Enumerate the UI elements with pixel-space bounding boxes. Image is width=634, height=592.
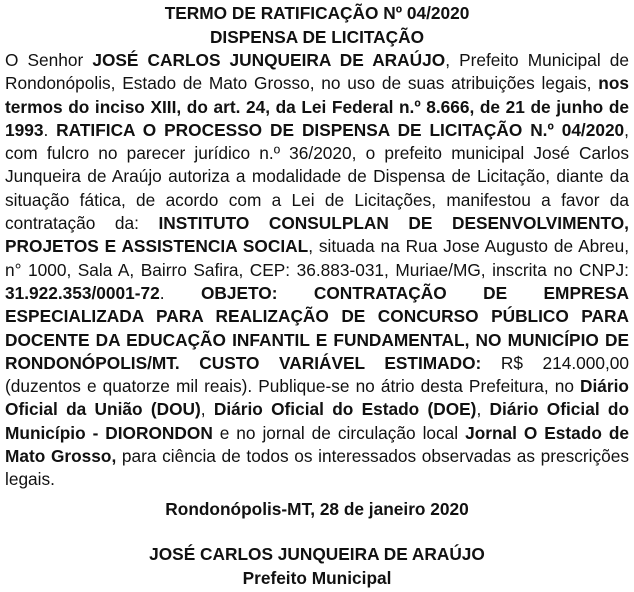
publication-dou: Diário Oficial da União (DOU) bbox=[5, 376, 629, 420]
legal-basis: nos termos do inciso XIII, do art. 24, da Lei Federal n.º 8.666, de 21 de junho de 1993 bbox=[5, 73, 629, 140]
document-subtitle: DISPENSA DE LICITAÇÃO bbox=[209, 26, 425, 47]
body-text-segment: , com fulcro no parecer jurídico n.º 36/2020, o prefeito municipal José Carlos Junqueira de Araújo autoriza a modalidade de Dispensa de Licitação, diante da situação fática, de acordo com a Lei de Licitações, manifestou a favor da contratação da: bbox=[5, 119, 629, 234]
signatory-name: JOSÉ CARLOS JUNQUEIRA DE ARAÚJO bbox=[149, 544, 485, 565]
signature-block bbox=[5, 543, 629, 590]
mayor-name-inline: JOSÉ CARLOS JUNQUEIRA DE ARAÚJO bbox=[92, 50, 446, 70]
cnpj-number: 31.922.353/0001-72 bbox=[5, 282, 160, 303]
ratification-document bbox=[5, 2, 629, 590]
body-text-segment: , situada na Rua Jose Augusto de Abreu, n° 1000, Sala A, Bairro Safira, CEP: 36.883-031, Muriae/MG, inscrita no CNPJ: bbox=[5, 236, 629, 280]
document-title: TERMO DE RATIFICAÇÃO Nº 04/2020 bbox=[164, 3, 470, 23]
body-paragraph bbox=[5, 49, 629, 492]
body-text-segment: e no jornal de circulação local bbox=[212, 422, 466, 443]
body-text-segment: , bbox=[200, 399, 214, 420]
body-text-segment: . bbox=[159, 282, 201, 303]
body-text-segment: R$ 214.000,00 (duzentos e quatorze mil reais). Publique-se no átrio desta Prefeitura, no bbox=[5, 352, 629, 397]
publication-newspaper: Jornal O Estado de Mato Grosso, bbox=[5, 422, 629, 467]
signatory-role: Prefeito Municipal bbox=[242, 567, 392, 588]
body-text-segment: para ciência de todos os interessados observadas as prescrições legais. bbox=[5, 446, 630, 490]
contract-object: OBJETO: CONTRATAÇÃO DE EMPRESA ESPECIALIZADA PARA REALIZAÇÃO DE CONCURSO PÚBLICO PARA DOCENTE DA EDUCAÇÃO INFANTIL E FUNDAMENTAL, NO MUNICÍPIO DE RONDONÓPOLIS/MT. CUSTO VARIÁVEL ESTIMADO: bbox=[5, 282, 629, 373]
body-text-segment: O Senhor bbox=[5, 50, 93, 70]
place-and-date: Rondonópolis-MT, 28 de janeiro 2020 bbox=[165, 498, 469, 519]
body-text-segment: , bbox=[476, 399, 490, 420]
ratification-statement: RATIFICA O PROCESSO DE DISPENSA DE LICITAÇÃO N.º 04/2020 bbox=[56, 119, 625, 140]
body-text-segment: . bbox=[43, 119, 57, 140]
body-text-segment: , Prefeito Municipal de Rondonópolis, Estado de Mato Grosso, no uso de suas atribuições legais, bbox=[5, 50, 629, 94]
contracted-institute: INSTITUTO CONSULPLAN DE DESENVOLVIMENTO, PROJETOS E ASSISTENCIA SOCIAL bbox=[5, 213, 629, 257]
publication-doe: Diário Oficial do Estado (DOE) bbox=[213, 399, 477, 420]
publication-diorondon: Diário Oficial do Município - DIORONDON bbox=[5, 399, 630, 443]
